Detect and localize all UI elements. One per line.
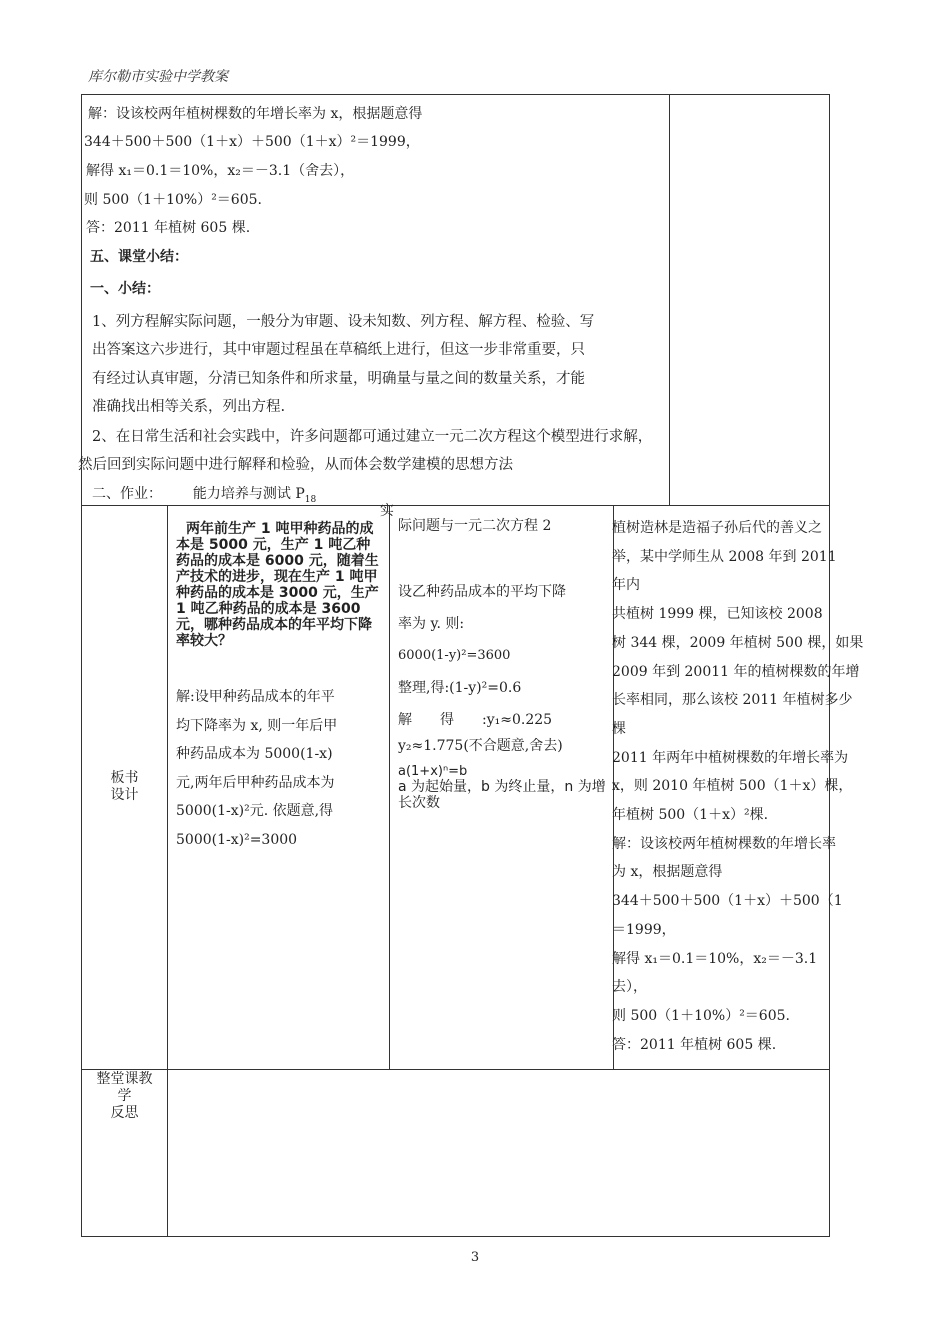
board-col3-text (612, 514, 892, 1059)
col1-solution-line-4: 元,两年后甲种药品成本为 (176, 774, 335, 791)
formula: a(1+x)ⁿ=b (398, 764, 468, 779)
board-title-overflow: 实 (380, 503, 394, 519)
col3-line-14: 344＋500＋500（1＋x）＋500（1 (612, 893, 843, 910)
col2-line-5: 解 得 :y₁≈0.225 (398, 712, 553, 728)
summary-para2-line2: 然后回到实际问题中进行解释和检验，从而体会数学建模的思想方法 (78, 457, 513, 473)
table-top-border (81, 94, 830, 95)
col1-solution-line-6: 5000(1-x)²=3000 (176, 831, 298, 848)
homework-label: 二、作业： (92, 486, 162, 502)
solution-line-3: 解得 x₁＝0.1＝10%，x₂＝－3.1（舍去）， (86, 163, 355, 179)
summary-heading: 五、课堂小结： (90, 249, 188, 265)
col3-line-18: 则 500（1＋10%）²＝605. (612, 1007, 790, 1024)
solution-line-4: 则 500（1＋10%）²＝605. (84, 192, 262, 208)
col3-line-1: 植树造林是造福子孙后代的善义之 (612, 520, 822, 536)
col3-line-3: 年内 (612, 577, 640, 594)
page-number: 3 (470, 1250, 480, 1265)
col3-line-10: x，则 2010 年植树 500（1＋x）棵， (612, 778, 853, 795)
table-left-border (81, 94, 82, 1237)
col3-line-11: 年植树 500（1＋x）²棵. (612, 807, 769, 824)
label-column-divider (167, 505, 168, 1237)
reflection-label: 整堂课教 学 反思 (96, 1071, 153, 1121)
col3-line-13: 为 x，根据题意得 (612, 864, 723, 881)
col3-line-6: 2009 年到 20011 年的植树棵数的年增 (612, 663, 860, 680)
summary-para1-line2: 出答案这六步进行，其中审题过程虽在草稿纸上进行，但这一步非常重要，只 (92, 342, 585, 358)
col3-line-17: 去）， (612, 979, 647, 996)
formula-note: a 为起始量，b 为终止量，n 为增长次数 (398, 779, 606, 811)
homework-line (92, 480, 316, 514)
col1-solution-line-5: 5000(1-x)²元. 依题意,得 (176, 803, 334, 819)
col3-line-15: ＝1999， (612, 921, 676, 938)
col2-line-4: 整理,得:(1-y)²=0.6 (398, 680, 522, 696)
col2-line-2: 率为 y. 则: (398, 616, 465, 632)
summary-para1-line4: 准确找出相等关系，列出方程. (92, 399, 286, 415)
col3-line-4: 共植树 1999 棵，已知该校 2008 (612, 606, 823, 623)
board-col1-divider (389, 505, 390, 1070)
col3-line-12: 解：设该校两年植树棵数的年增长率 (612, 835, 836, 852)
col3-line-7: 长率相同，那么该校 2011 年植树多少 (612, 692, 853, 709)
top-section-divider (669, 94, 670, 506)
col3-line-9: 2011 年两年中植树棵数的年增长率为 (612, 749, 849, 766)
table-bottom-border (81, 1236, 830, 1237)
board-title: 际问题与一元二次方程 2 (398, 518, 552, 534)
school-header: 库尔勒市实验中学教案 (88, 69, 228, 85)
board-problem: 两年前生产 1 吨甲种药品的成本是 5000 元，生产 1 吨乙种药品的成本是 6000 元，随着生产技术的进步，现在生产 1 吨甲种药品的成本是 3000 元，生产 1 吨乙种药品的成本是 3600 元，哪种药品成本的年平均下降率较大？ (176, 521, 379, 649)
summary-para2-line1: 2、在日常生活和社会实践中，许多问题都可通过建立一元二次方程这个模型进行求解， (92, 429, 653, 445)
col2-line-1: 设乙种药品成本的平均下降 (398, 584, 566, 600)
col2-line-3: 6000(1-y)²=3600 (398, 648, 511, 663)
col3-line-5: 树 344 棵，2009 年植树 500 棵，如果 (612, 634, 864, 651)
col1-solution-line-1: 解:设甲种药品成本的年平 (176, 689, 335, 705)
board-col1-solution (176, 683, 386, 854)
homework-text: 能力培养与测试 P (192, 486, 305, 502)
col3-line-16: 解得 x₁＝0.1＝10%，x₂＝－3.1 (612, 950, 818, 967)
col1-solution-line-3: 种药品成本为 5000(1-x) (176, 746, 333, 762)
col1-solution-line-2: 均下降率为 x, 则一年后甲 (176, 717, 338, 734)
summary-para1-line3: 有经过认真审题，分清已知条件和所求量，明确量与量之间的数量关系，才能 (92, 371, 585, 387)
summary-para1-line1: 1、列方程解实际问题，一般分为审题、设未知数、列方程、解方程、检验、写 (92, 314, 595, 330)
solution-line-5: 答：2011 年植树 605 棵. (86, 220, 251, 236)
solution-line-1: 解：设该校两年植树棵数的年增长率为 x，根据题意得 (88, 106, 423, 122)
homework-page: 18 (304, 494, 317, 505)
summary-subheading: 一、小结： (90, 281, 160, 297)
col3-line-8: 棵 (612, 720, 626, 737)
board-label: 板书 设计 (110, 770, 139, 803)
board-col2-work (398, 576, 610, 756)
col2-line-6: y₂≈1.775(不合题意,舍去) (398, 738, 563, 754)
col3-line-19: 答：2011 年植树 605 棵. (612, 1036, 777, 1053)
reflection-top-border (81, 1069, 830, 1070)
col3-line-2: 举，某中学师生从 2008 年到 2011 (612, 548, 837, 565)
solution-line-2: 344＋500＋500（1＋x）＋500（1＋x）²＝1999， (84, 134, 420, 150)
